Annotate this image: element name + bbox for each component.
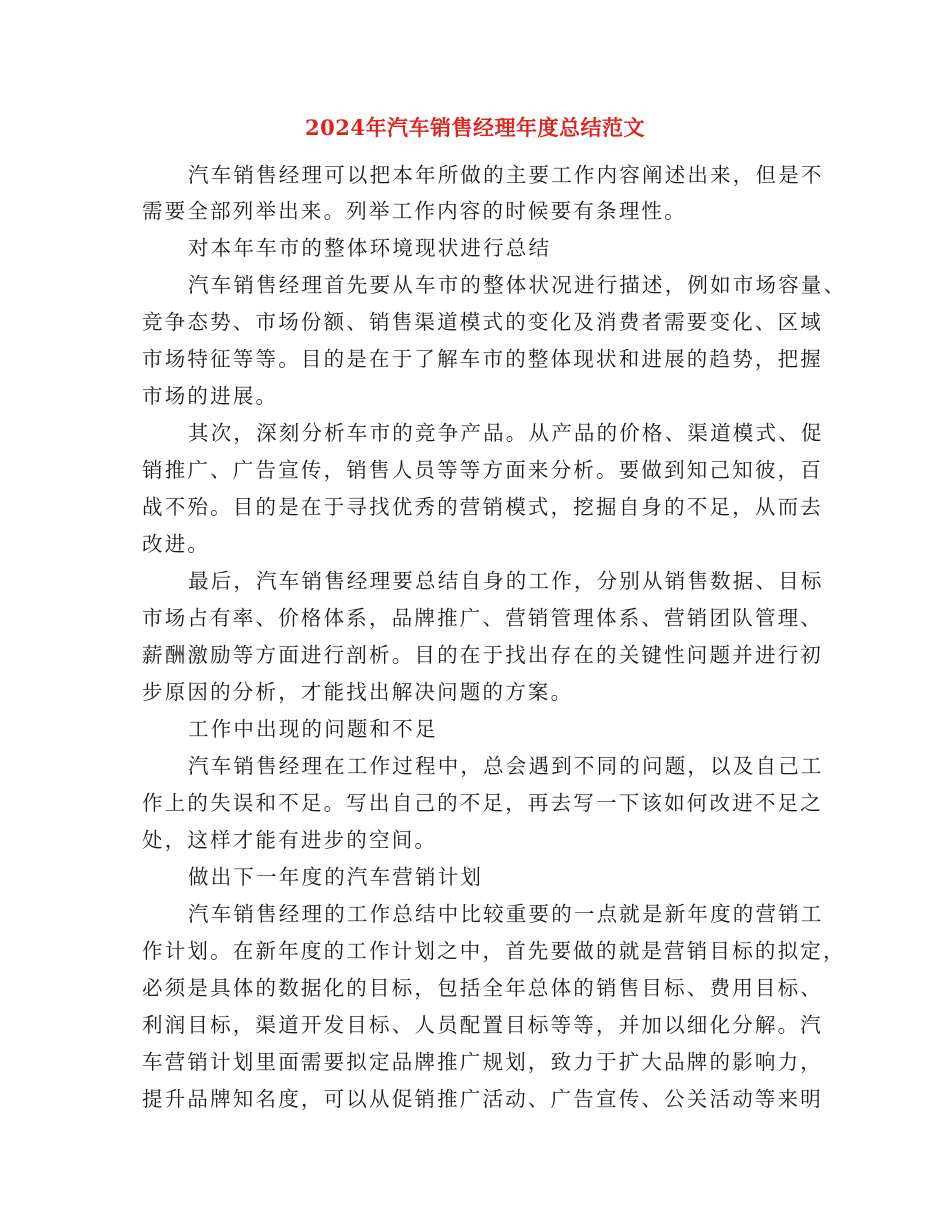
paragraph-line: 市场占有率、价格体系，品牌推广、营销管理体系、营销团队管理、: [142, 606, 823, 630]
paragraph-line: 改进。: [142, 532, 211, 556]
paragraph-line: 步原因的分析，才能找出解决问题的方案。: [142, 680, 574, 704]
paragraph-line: 竞争态势、市场份额、销售渠道模式的变化及消费者需要变化、区域: [142, 310, 823, 334]
paragraph-line: 车营销计划里面需要拟定品牌推广规划，致力于扩大品牌的影响力，: [142, 1050, 823, 1074]
paragraph-line: 销推广、广告宣传，销售人员等等方面来分析。要做到知己知彼，百: [142, 458, 823, 482]
paragraph-line: 必须是具体的数据化的目标，包括全年总体的销售目标、费用目标、: [142, 976, 823, 1000]
paragraph-line: 汽车销售经理可以把本年所做的主要工作内容阐述出来，但是不: [188, 163, 824, 187]
paragraph-line: 其次，深刻分析车市的竞争产品。从产品的价格、渠道模式、促: [188, 421, 824, 445]
paragraph-line: 需要全部列举出来。列举工作内容的时候要有条理性。: [142, 199, 687, 223]
paragraph-line: 汽车销售经理的工作总结中比较重要的一点就是新年度的营销工: [188, 902, 824, 926]
paragraph-line: 最后，汽车销售经理要总结自身的工作，分别从销售数据、目标: [188, 569, 824, 593]
paragraph-line: 市场的进展。: [142, 384, 279, 408]
document-title: 2024年汽车销售经理年度总结范文: [305, 115, 645, 140]
section-heading: 对本年车市的整体环境现状进行总结: [188, 236, 552, 260]
paragraph-line: 利润目标，渠道开发目标、人员配置目标等等，并加以细化分解。汽: [142, 1013, 823, 1037]
paragraph-line: 汽车销售经理首先要从车市的整体状况进行描述，例如市场容量、: [188, 273, 847, 297]
paragraph-line: 作计划。在新年度的工作计划之中，首先要做的就是营销目标的拟定，: [142, 939, 846, 963]
paragraph-line: 处，这样才能有进步的空间。: [142, 828, 438, 852]
paragraph-line: 作上的失误和不足。写出自己的不足，再去写一下该如何改进不足之: [142, 791, 823, 815]
paragraph-line: 汽车销售经理在工作过程中，总会遇到不同的问题，以及自己工: [188, 754, 824, 778]
paragraph-line: 市场特征等等。目的是在于了解车市的整体现状和进展的趋势，把握: [142, 347, 823, 371]
paragraph-line: 薪酬激励等方面进行剖析。目的在于找出存在的关键性问题并进行初: [142, 643, 823, 667]
section-heading: 做出下一年度的汽车营销计划: [188, 865, 484, 889]
section-heading: 工作中出现的问题和不足: [188, 717, 438, 741]
paragraph-line: 战不殆。目的是在于寻找优秀的营销模式，挖掘自身的不足，从而去: [142, 495, 823, 519]
paragraph-line: 提升品牌知名度，可以从促销推广活动、广告宣传、公关活动等来明: [142, 1087, 823, 1111]
